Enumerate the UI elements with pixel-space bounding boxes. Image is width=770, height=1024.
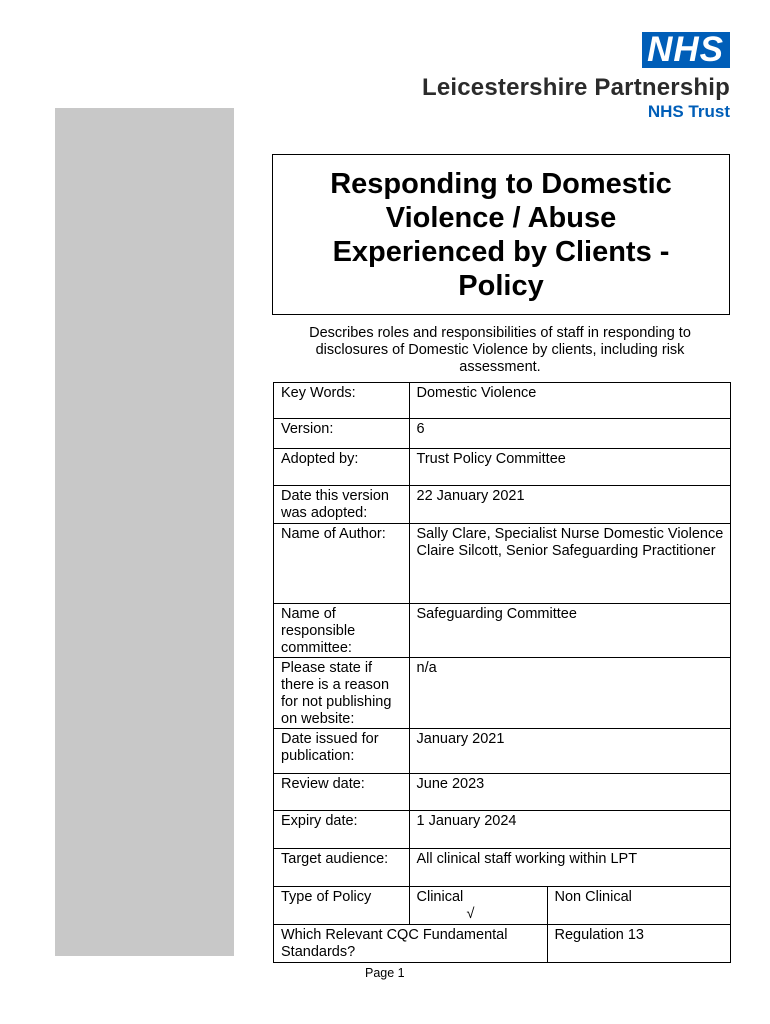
nhs-logo [422, 32, 730, 122]
table-row [274, 383, 731, 419]
page-number: Page 1 [365, 966, 405, 980]
table-row [274, 658, 731, 729]
row-label: Please state if there is a reason for not publishing on website: [274, 658, 410, 729]
row-value: Safeguarding Committee [409, 604, 730, 658]
row-value: 22 January 2021 [409, 486, 730, 524]
author-line: Claire Silcott, Senior Safeguarding Practitioner [416, 543, 716, 559]
table-row [274, 729, 731, 774]
table-row [274, 774, 731, 811]
row-value: January 2021 [409, 729, 730, 774]
row-value: Trust Policy Committee [409, 449, 730, 486]
table-row [274, 524, 731, 604]
org-subtitle: NHS Trust [647, 102, 730, 121]
policy-type-clinical [409, 887, 547, 925]
nhs-logo-box: NHS [642, 32, 730, 68]
table-row [274, 449, 731, 486]
row-value: All clinical staff working within LPT [409, 849, 730, 887]
clinical-label: Clinical [416, 889, 464, 905]
cqc-label: Which Relevant CQC Fundamental Standards? [274, 925, 548, 963]
side-bar [55, 108, 234, 956]
row-value: Domestic Violence [409, 383, 730, 419]
row-label: Name of Author: [274, 524, 410, 604]
row-label: Key Words: [274, 383, 410, 419]
cqc-value: Regulation 13 [547, 925, 730, 963]
title-box [272, 154, 730, 315]
table-row [274, 811, 731, 849]
row-label: Version: [274, 419, 410, 449]
table-row [274, 887, 731, 925]
table-row [274, 849, 731, 887]
row-label: Adopted by: [274, 449, 410, 486]
author-line: Sally Clare, Specialist Nurse Domestic Violence [416, 526, 724, 542]
policy-type-non-clinical: Non Clinical [547, 887, 730, 925]
row-label: Name of responsible committee: [274, 604, 410, 658]
table-row [274, 486, 731, 524]
table-row [274, 419, 731, 449]
row-value: n/a [409, 658, 730, 729]
row-value: June 2023 [409, 774, 730, 811]
row-label: Review date: [274, 774, 410, 811]
row-label: Date this version was adopted: [274, 486, 410, 524]
table-row [274, 925, 731, 963]
policy-type-label: Type of Policy [274, 887, 410, 925]
table-row [274, 604, 731, 658]
row-label: Date issued for publication: [274, 729, 410, 774]
row-value: 6 [409, 419, 730, 449]
document-title: Responding to Domestic Violence / Abuse Experienced by Clients - Policy [330, 167, 672, 302]
row-label: Target audience: [274, 849, 410, 887]
document-description: Describes roles and responsibilities of staff in responding to disclosures of Domestic Violence by clients, including risk assessment. [309, 325, 691, 375]
row-label: Expiry date: [274, 811, 410, 849]
row-value: 1 January 2024 [409, 811, 730, 849]
policy-details-table [273, 382, 731, 963]
org-name: Leicestershire Partnership [421, 74, 730, 101]
row-value [409, 524, 730, 604]
checkmark-icon: √ [466, 906, 475, 922]
